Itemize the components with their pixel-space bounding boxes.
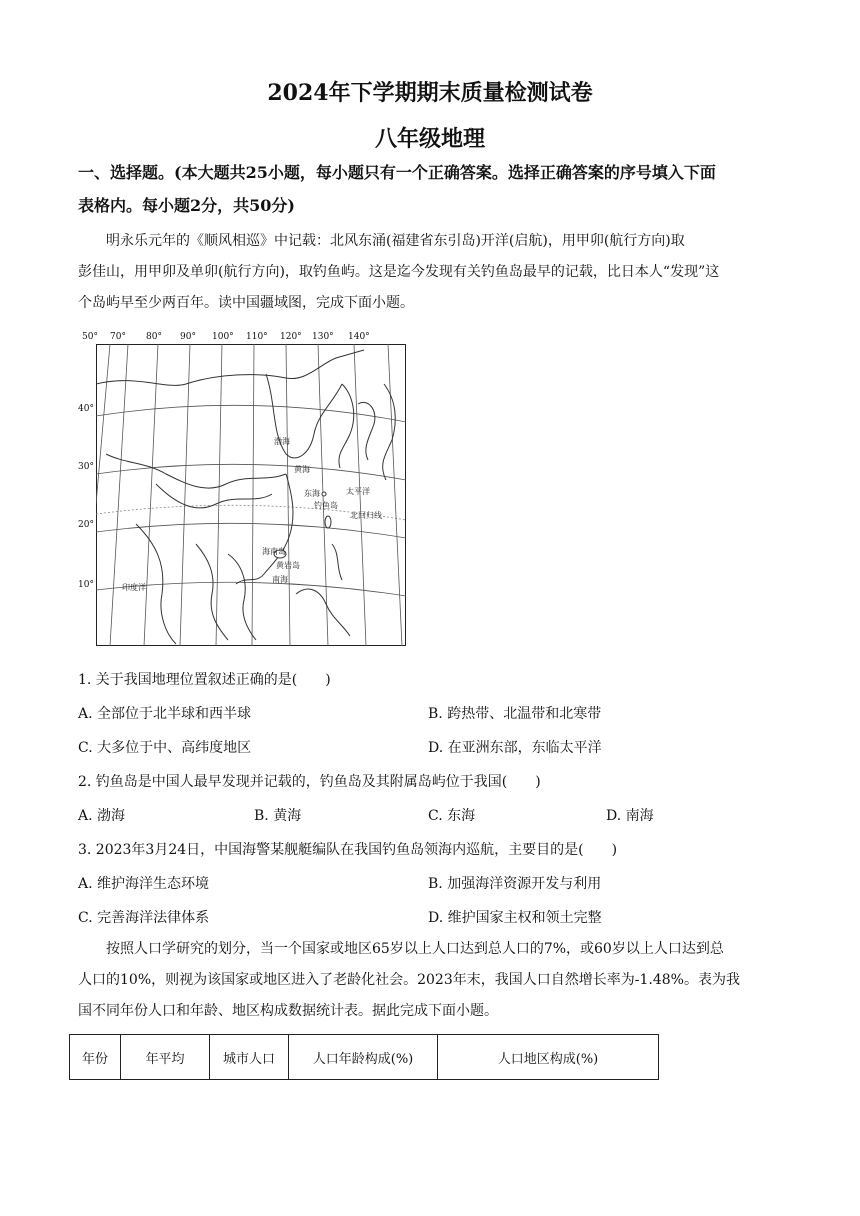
section-heading-line1: 一、选择题。(本大题共25小题，每小题只有一个正确答案。选择正确答案的序号填入下面	[78, 163, 716, 182]
lon-tick-140: 140°	[348, 332, 370, 342]
passage-2-line1: 按照人口学研究的划分，当一个国家或地区65岁以上人口达到总人口的7%，或60岁以上人口达到总	[106, 941, 724, 957]
question-2-option-b[interactable]: B. 黄海	[254, 808, 302, 824]
passage-2-line2: 人口的10%，则视为该国家或地区进入了老龄化社会。2023年末，我国人口自然增长率为-1.48%。表为我	[78, 972, 740, 988]
lon-tick-100: 100°	[212, 332, 234, 342]
lat-tick-10: 10°	[78, 580, 94, 590]
exam-subtitle: 八年级地理	[374, 126, 485, 152]
question-1-option-d[interactable]: D. 在亚洲东部，东临太平洋	[428, 740, 602, 756]
map-label-huanghai: 黄海	[294, 465, 310, 474]
map-label-huangyandao: 黄岩岛	[276, 561, 300, 570]
exam-title: 2024年下学期期末质量检测试卷	[267, 80, 593, 106]
map-label-taipingyang: 太平洋	[346, 487, 370, 496]
lon-tick-110: 110°	[246, 332, 268, 342]
map-label-bohai: 渤海	[274, 437, 290, 446]
question-1-stem: 1. 关于我国地理位置叙述正确的是( )	[78, 672, 331, 688]
map-label-yinduyang: 印度洋	[122, 583, 146, 592]
lat-tick-40: 40°	[78, 404, 94, 414]
passage-1-line1: 明永乐元年的《顺风相巡》中记载：北风东涌(福建省东引岛)开洋(启航)，用甲卯(航行方向)取	[106, 233, 685, 249]
question-3-option-b[interactable]: B. 加强海洋资源开发与利用	[428, 876, 602, 892]
question-1-option-c[interactable]: C. 大多位于中、高纬度地区	[78, 740, 252, 756]
section-heading	[78, 156, 788, 222]
china-territory-map	[96, 344, 406, 646]
map-label-hainandao: 海南岛	[262, 547, 286, 556]
question-3-option-a[interactable]: A. 维护海洋生态环境	[78, 876, 210, 892]
passage-1-line2: 彭佳山，用甲卯及单卯(航行方向)，取钓鱼屿。这是迄今发现有关钓鱼岛最早的记载，比日本人“发现”这	[78, 264, 720, 280]
population-table	[69, 1034, 659, 1080]
question-2-stem: 2. 钓鱼岛是中国人最早发现并记载的，钓鱼岛及其附属岛屿位于我国( )	[78, 774, 541, 790]
lat-tick-30: 30°	[78, 462, 94, 472]
lat-tick-20: 20°	[78, 520, 94, 530]
lon-tick-80: 80°	[146, 332, 162, 342]
lon-tick-50: 50°	[82, 332, 98, 342]
passage-1-line3: 个岛屿早至少两百年。读中国疆域图，完成下面小题。	[78, 295, 414, 311]
table-header-region: 人口地区构成(%)	[438, 1035, 659, 1080]
question-2-option-a[interactable]: A. 渤海	[78, 808, 126, 824]
question-3-option-c[interactable]: C. 完善海洋法律体系	[78, 910, 210, 926]
map-label-tropic: 北回归线	[350, 511, 382, 520]
question-3-option-d[interactable]: D. 维护国家主权和领土完整	[428, 910, 602, 926]
question-2-option-c[interactable]: C. 东海	[428, 808, 476, 824]
passage-2-line3: 国不同年份人口和年龄、地区构成数据统计表。据此完成下面小题。	[78, 1003, 498, 1019]
question-3-stem: 3. 2023年3月24日，中国海警某舰艇编队在我国钓鱼岛领海内巡航，主要目的是( )	[78, 842, 618, 858]
table-header-annual-avg: 年平均	[121, 1035, 210, 1080]
lon-tick-120: 120°	[280, 332, 302, 342]
question-1-option-b[interactable]: B. 跨热带、北温带和北寒带	[428, 706, 602, 722]
map-label-donghai: 东海	[304, 489, 320, 498]
lon-tick-130: 130°	[312, 332, 334, 342]
passage-2	[78, 934, 784, 1027]
table-header-age: 人口年龄构成(%)	[289, 1035, 438, 1080]
table-header-row	[70, 1035, 659, 1080]
lon-tick-90: 90°	[180, 332, 196, 342]
passage-1	[78, 226, 784, 319]
question-1-option-a[interactable]: A. 全部位于北半球和西半球	[78, 706, 252, 722]
lon-tick-70: 70°	[110, 332, 126, 342]
map-label-diaoyudao: 钓鱼岛	[314, 501, 338, 510]
map-label-nanhai: 南海	[272, 575, 288, 584]
table-header-urban: 城市人口	[210, 1035, 289, 1080]
table-header-year: 年份	[70, 1035, 121, 1080]
section-heading-line2: 表格内。每小题2分，共50分)	[78, 196, 295, 215]
question-2-option-d[interactable]: D. 南海	[606, 808, 654, 824]
